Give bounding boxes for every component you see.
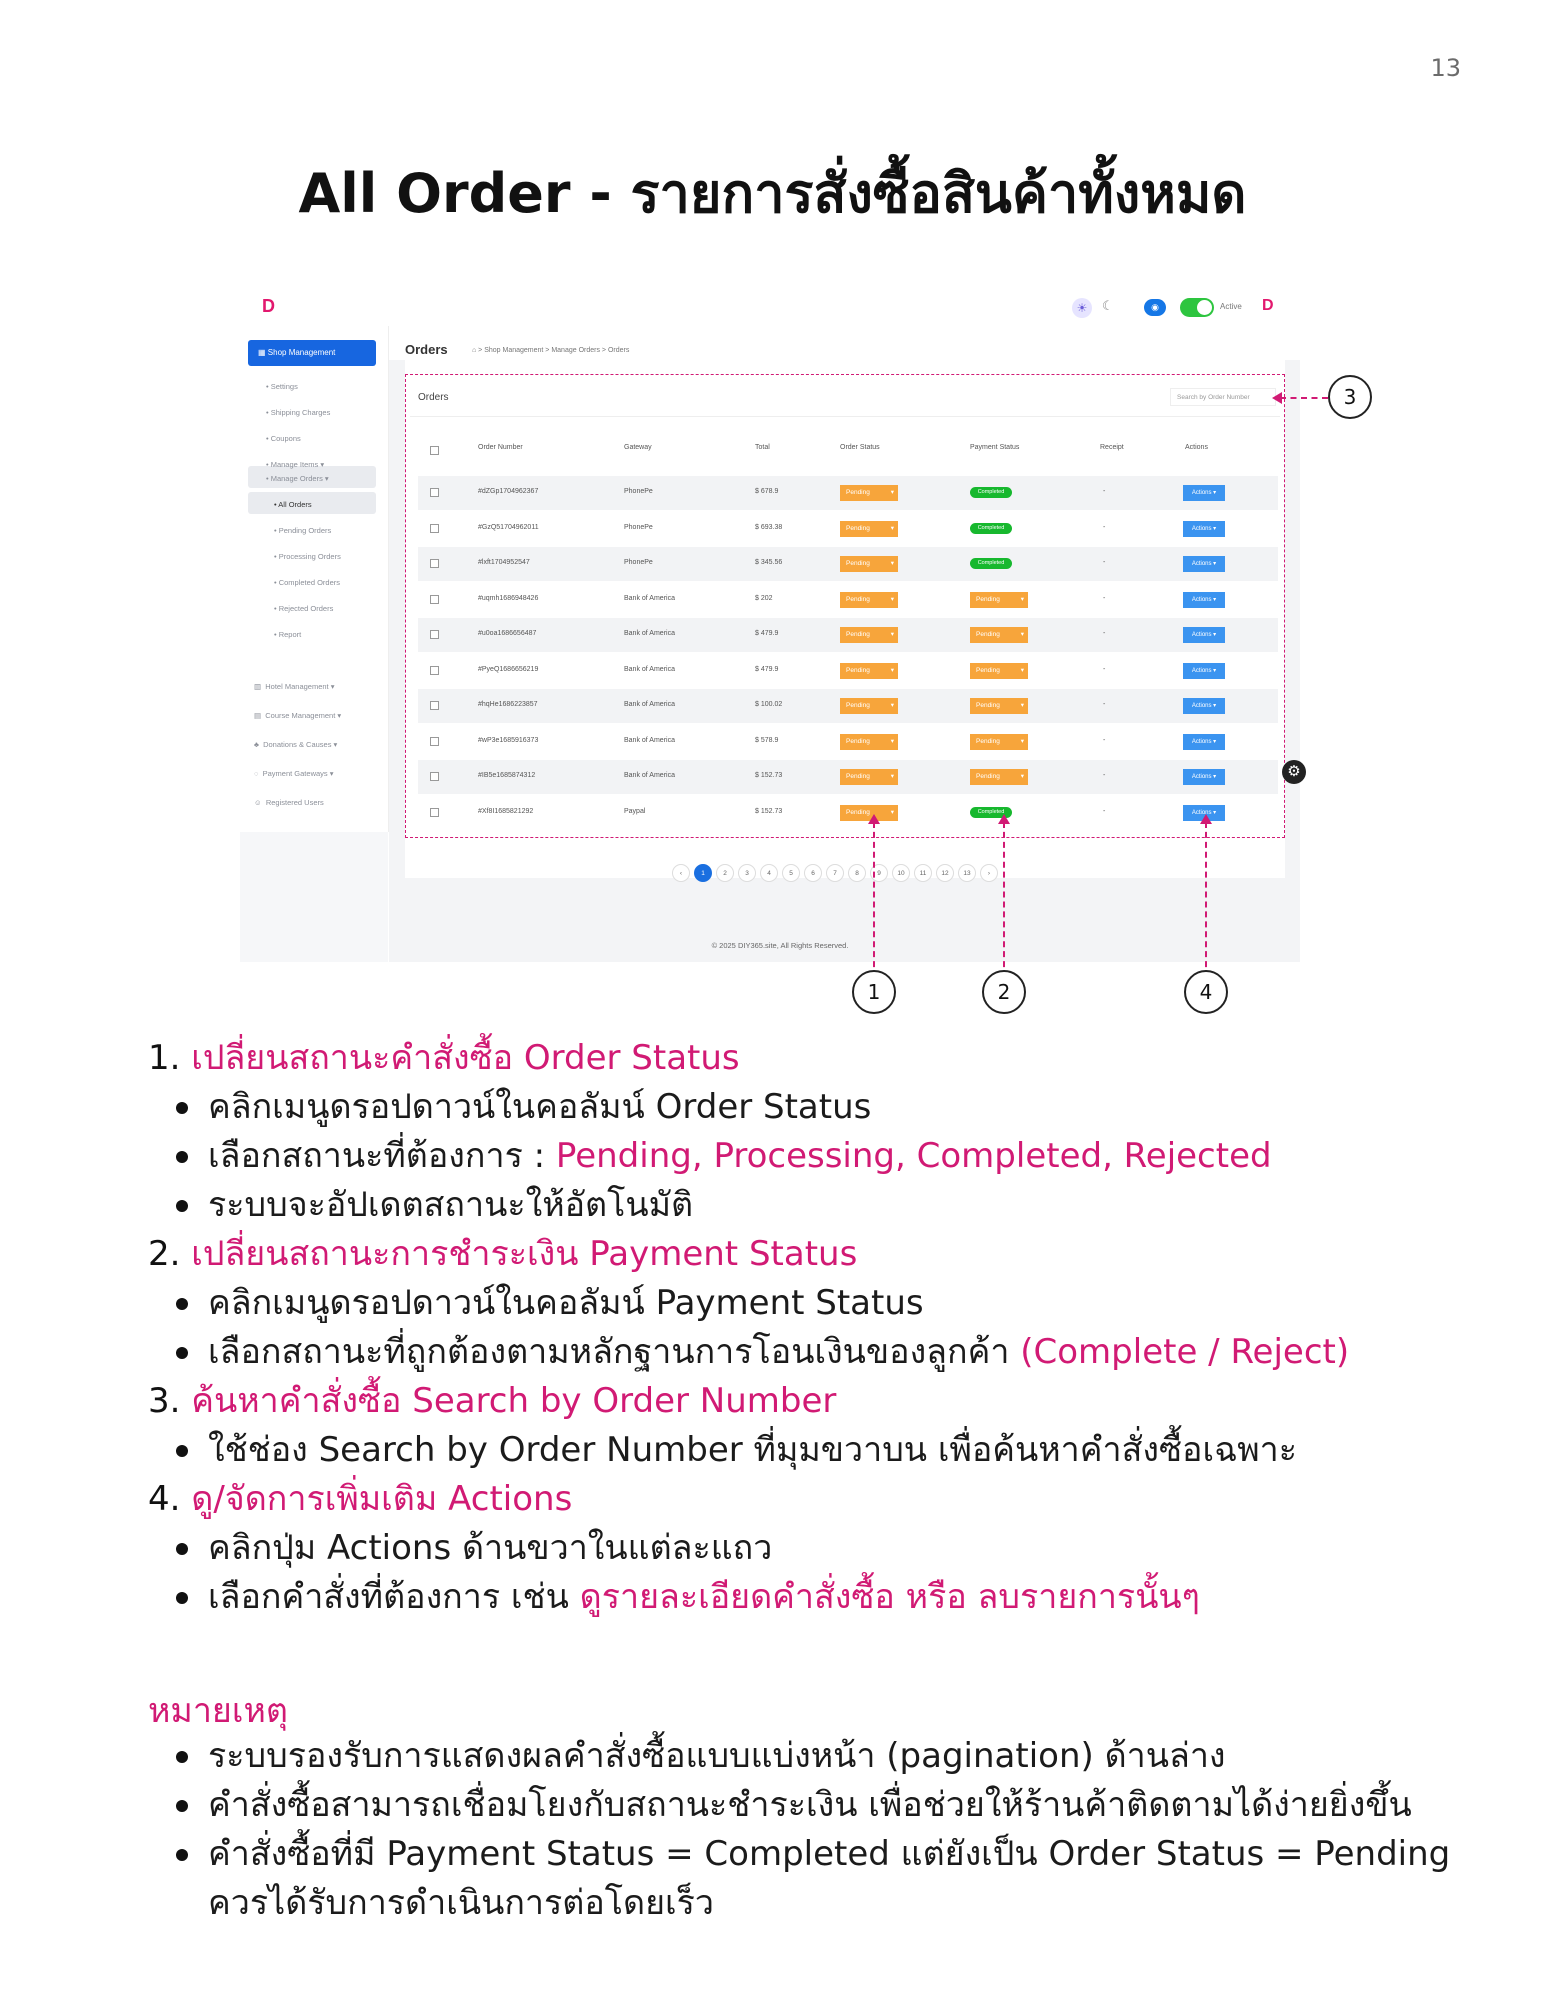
sidebar-item-processing-orders[interactable]: • Processing Orders — [274, 552, 341, 561]
total: $ 202 — [755, 594, 773, 602]
page-button[interactable]: 2 — [716, 864, 734, 882]
bullet-text: คลิกเมนูดรอปดาวน์ในคอลัมน์ Payment Status — [208, 1283, 924, 1323]
sidebar — [240, 326, 389, 832]
page-button[interactable]: ‹ — [672, 864, 690, 882]
order-number: #Xf8I1685821292 — [478, 807, 534, 815]
total: $ 152.73 — [755, 807, 783, 815]
col-order-status: Order Status — [840, 444, 880, 451]
total: $ 479.9 — [755, 665, 779, 673]
total: $ 479.9 — [755, 630, 779, 637]
receipt: - — [1103, 523, 1106, 531]
order-status-dropdown[interactable]: Pending ▾ — [840, 521, 898, 537]
payment-status-dropdown[interactable]: Pending ▾ — [970, 663, 1028, 679]
payment-status-badge[interactable]: Completed — [970, 487, 1012, 498]
actions-button[interactable]: Actions ▾ — [1183, 556, 1225, 572]
card-title: Orders — [418, 392, 449, 403]
page-button[interactable]: 8 — [848, 864, 866, 882]
order-status-dropdown[interactable]: Pending ▾ — [840, 485, 898, 501]
gateway: Bank of America — [624, 736, 675, 744]
sidebar-item-registered-users[interactable]: ☺ Registered Users — [254, 798, 324, 807]
note-item: คำสั่งซื้อสามารถเชื่อมโยงกับสถานะชำระเงิน เพื่อช่วยให้ร้านค้าติดตามได้ง่ายยิ่งขึ้น — [148, 1781, 1478, 1830]
instruction-bullets — [148, 1279, 1478, 1377]
bullet-text: เลือกสถานะที่ต้องการ : — [208, 1136, 556, 1176]
sidebar-item-settings[interactable]: • Settings — [266, 382, 298, 391]
gateway: PhonePe — [624, 559, 653, 566]
instruction-bullets — [148, 1083, 1478, 1230]
sidebar-main-label: Shop Management — [267, 348, 336, 357]
instruction-bullet — [148, 1573, 1478, 1622]
sidebar-item-course[interactable]: ▤ Course Management ▾ — [254, 711, 342, 720]
gateway: Bank of America — [624, 701, 675, 708]
breadcrumb: ⌂ > Shop Management > Manage Orders > Orders — [472, 347, 630, 354]
notes-list — [148, 1732, 1478, 1928]
gateway: PhonePe — [624, 523, 653, 531]
instruction-title: ค้นหาคำสั่งซื้อ Search by Order Number — [191, 1381, 837, 1421]
instruction-number: 2. — [148, 1234, 192, 1274]
page-button[interactable]: 10 — [892, 864, 910, 882]
page-title: All Order - รายการสั่งซื้อสินค้าทั้งหมด — [298, 162, 1247, 225]
sun-icon[interactable]: ☀ — [1072, 298, 1092, 318]
instruction-heading — [148, 1230, 1478, 1279]
sidebar-item-shop-management[interactable] — [248, 340, 376, 366]
col-payment-status: Payment Status — [970, 444, 1020, 451]
receipt: - — [1103, 701, 1106, 708]
page-button[interactable]: 1 — [694, 864, 712, 882]
orders-screenshot — [240, 290, 1300, 962]
order-status-dropdown[interactable]: Pending ▾ — [840, 805, 898, 821]
instruction-bullet — [148, 1132, 1478, 1181]
page-number: 13 — [1430, 54, 1461, 82]
sidebar-item-report[interactable]: • Report — [274, 630, 302, 639]
receipt: - — [1103, 594, 1106, 602]
orders-highlight-box — [405, 374, 1285, 838]
actions-button[interactable]: Actions ▾ — [1183, 734, 1225, 750]
gateway: Paypal — [624, 807, 646, 815]
actions-button[interactable]: Actions ▾ — [1183, 627, 1225, 643]
order-number: #uqmh1686948426 — [478, 594, 539, 602]
receipt: - — [1103, 736, 1106, 744]
receipt: - — [1103, 630, 1106, 637]
order-number: #PyeQ1686656219 — [478, 665, 539, 673]
bullet-highlight: (Complete / Reject) — [1020, 1332, 1350, 1372]
page-button[interactable]: 3 — [738, 864, 756, 882]
bullet-text: เลือกสถานะที่ถูกต้องตามหลักฐานการโอนเงินของลูกค้า — [208, 1332, 1021, 1372]
gateway: Bank of America — [624, 594, 675, 602]
instruction-bullet — [148, 1279, 1478, 1328]
store-icon: ▦ — [258, 348, 268, 357]
instruction-bullets — [148, 1426, 1478, 1475]
instruction-title: เปลี่ยนสถานะคำสั่งซื้อ Order Status — [191, 1038, 740, 1078]
payment-status-dropdown[interactable]: Pending ▾ — [970, 769, 1028, 785]
order-number: #wP3e1685916373 — [478, 736, 539, 744]
page-button[interactable]: 11 — [914, 864, 932, 882]
actions-button[interactable]: Actions ▾ — [1183, 805, 1225, 821]
instruction-bullet — [148, 1083, 1478, 1132]
order-number: #lxft1704952547 — [478, 559, 530, 566]
search-input[interactable]: Search by Order Number — [1170, 388, 1276, 406]
page-header-title: Orders — [405, 342, 448, 357]
page-button[interactable]: 4 — [760, 864, 778, 882]
bullet-text: คลิกเมนูดรอปดาวน์ในคอลัมน์ Order Status — [208, 1087, 872, 1127]
sidebar-item-gateways[interactable]: ◌ Payment Gateways ▾ — [254, 769, 334, 778]
instruction-heading — [148, 1377, 1478, 1426]
note-item: คำสั่งซื้อที่มี Payment Status = Completed แต่ยังเป็น Order Status = Pending ควรได้รับการดำเนินการต่อโดยเร็ว — [148, 1830, 1478, 1928]
gateway: Bank of America — [624, 665, 675, 673]
footer-copyright: © 2025 DIY365.site, All Rights Reserved. — [711, 941, 849, 950]
order-number: #dZGp1704962367 — [478, 488, 539, 495]
order-status-dropdown[interactable]: Pending ▾ — [840, 627, 898, 643]
instruction-bullets — [148, 1524, 1478, 1622]
instruction-bullet — [148, 1426, 1478, 1475]
actions-button[interactable]: Actions ▾ — [1183, 592, 1225, 608]
sidebar-item-pending-orders[interactable]: • Pending Orders — [274, 526, 332, 535]
payment-status-badge[interactable]: Completed — [970, 807, 1012, 818]
actions-button[interactable]: Actions ▾ — [1183, 663, 1225, 679]
active-toggle[interactable] — [1180, 298, 1214, 317]
order-status-dropdown[interactable]: Pending ▾ — [840, 556, 898, 572]
callout-3: 3 — [1328, 375, 1372, 419]
order-number: #GzQ51704962011 — [478, 523, 539, 531]
logo-right: D — [1262, 297, 1274, 314]
page-button[interactable]: 6 — [804, 864, 822, 882]
actions-button[interactable]: Actions ▾ — [1183, 521, 1225, 537]
instruction-number: 1. — [148, 1038, 192, 1078]
sidebar-item-shipping[interactable]: • Shipping Charges — [266, 408, 331, 417]
col-gateway: Gateway — [624, 444, 652, 451]
sidebar-item-hotel[interactable]: ▥ Hotel Management ▾ — [254, 682, 335, 691]
instruction-number: 3. — [148, 1381, 192, 1421]
receipt: - — [1103, 665, 1106, 673]
sidebar-item-completed-orders[interactable]: • Completed Orders — [274, 578, 340, 587]
col-actions: Actions — [1185, 444, 1208, 451]
instruction-title: เปลี่ยนสถานะการชำระเงิน Payment Status — [191, 1234, 858, 1274]
bullet-text: คลิกปุ่ม Actions ด้านขวาในแต่ละแถว — [208, 1528, 773, 1568]
note-item: ระบบรองรับการแสดงผลคำสั่งซื้อแบบแบ่งหน้า (pagination) ด้านล่าง — [148, 1732, 1478, 1781]
total: $ 100.02 — [755, 701, 783, 708]
order-number: #hqHe1686223857 — [478, 701, 538, 708]
total: $ 578.9 — [755, 736, 779, 744]
instruction-heading — [148, 1034, 1478, 1083]
moon-icon[interactable]: ☾ — [1102, 298, 1114, 313]
order-status-dropdown[interactable]: Pending ▾ — [840, 663, 898, 679]
receipt: - — [1103, 488, 1106, 495]
eye-icon[interactable]: ◉ — [1144, 299, 1166, 316]
actions-button[interactable]: Actions ▾ — [1183, 485, 1225, 501]
col-receipt: Receipt — [1100, 444, 1124, 451]
total: $ 678.9 — [755, 488, 779, 495]
page-button[interactable]: › — [980, 864, 998, 882]
callout-2: 2 — [982, 970, 1026, 1014]
sidebar-item-manage-items[interactable]: • Manage Items ▾ — [266, 460, 325, 469]
bullet-text: ใช้ช่อง Search by Order Number ที่มุมขวาบน เพื่อค้นหาคำสั่งซื้อเฉพาะ — [208, 1430, 1297, 1470]
instruction-bullet — [148, 1181, 1478, 1230]
order-number: #IB5e1685874312 — [478, 772, 536, 779]
total: $ 152.73 — [755, 772, 783, 779]
payment-status-dropdown[interactable]: Pending ▾ — [970, 592, 1028, 608]
gateway: Bank of America — [624, 772, 675, 779]
bullet-highlight: ดูรายละเอียดคำสั่งซื้อ หรือ ลบรายการนั้นๆ — [579, 1577, 1200, 1617]
instruction-bullet — [148, 1328, 1478, 1377]
instruction-title: ดู/จัดการเพิ่มเติม Actions — [191, 1479, 573, 1519]
col-order-number: Order Number — [478, 444, 523, 451]
actions-button[interactable]: Actions ▾ — [1183, 698, 1225, 714]
gear-icon[interactable]: ⚙ — [1282, 760, 1306, 784]
receipt: - — [1103, 559, 1106, 566]
logo: D — [262, 296, 275, 316]
total: $ 693.38 — [755, 523, 783, 531]
page-button[interactable]: 13 — [958, 864, 976, 882]
gateway: Bank of America — [624, 630, 675, 637]
page-button[interactable]: 9 — [870, 864, 888, 882]
payment-status-badge[interactable]: Completed — [970, 558, 1012, 569]
payment-status-dropdown[interactable]: Pending ▾ — [970, 734, 1028, 750]
payment-status-dropdown[interactable]: Pending ▾ — [970, 627, 1028, 643]
payment-status-dropdown[interactable]: Pending ▾ — [970, 698, 1028, 714]
instruction-bullet — [148, 1524, 1478, 1573]
callout-4: 4 — [1184, 970, 1228, 1014]
sidebar-item-coupons[interactable]: • Coupons — [266, 434, 301, 443]
sidebar-item-donations[interactable]: ♣ Donations & Causes ▾ — [254, 740, 338, 749]
sidebar-item-rejected-orders[interactable]: • Rejected Orders — [274, 604, 334, 613]
order-status-dropdown[interactable]: Pending ▾ — [840, 592, 898, 608]
sidebar-item-all-orders[interactable]: • All Orders — [274, 500, 312, 509]
page-button[interactable]: 7 — [826, 864, 844, 882]
order-status-dropdown[interactable]: Pending ▾ — [840, 734, 898, 750]
bullet-highlight: Pending, Processing, Completed, Rejected — [555, 1136, 1272, 1176]
instructions — [148, 1034, 1478, 1622]
order-status-dropdown[interactable]: Pending ▾ — [840, 769, 898, 785]
instruction-number: 4. — [148, 1479, 192, 1519]
sidebar-item-manage-orders[interactable]: • Manage Orders ▾ — [266, 474, 329, 483]
top-bar — [240, 290, 1300, 327]
total: $ 345.56 — [755, 559, 783, 566]
order-status-dropdown[interactable]: Pending ▾ — [840, 698, 898, 714]
page-button[interactable]: 12 — [936, 864, 954, 882]
receipt: - — [1103, 807, 1106, 815]
page-button[interactable]: 5 — [782, 864, 800, 882]
bullet-text: เลือกคำสั่งที่ต้องการ เช่น — [208, 1577, 580, 1617]
callout-1: 1 — [852, 970, 896, 1014]
gateway: PhonePe — [624, 488, 653, 495]
actions-button[interactable]: Actions ▾ — [1183, 769, 1225, 785]
col-total: Total — [755, 444, 770, 451]
active-label: Active — [1220, 302, 1242, 311]
receipt: - — [1103, 772, 1106, 779]
order-number: #u0oa1686656487 — [478, 630, 537, 637]
payment-status-badge[interactable]: Completed — [970, 523, 1012, 534]
bullet-text: ระบบจะอัปเดตสถานะให้อัตโนมัติ — [208, 1185, 694, 1225]
notes-title: หมายเหตุ — [148, 1691, 288, 1731]
instruction-heading — [148, 1475, 1478, 1524]
